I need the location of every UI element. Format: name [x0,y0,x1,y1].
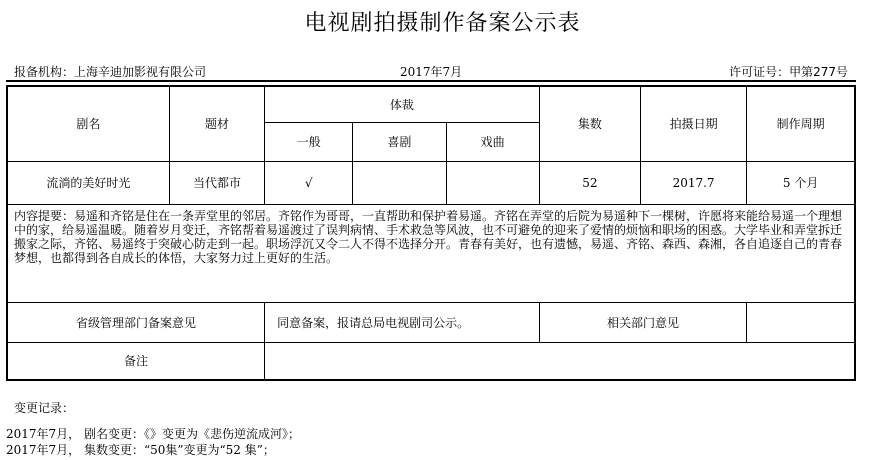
cell-episodes: 52 [539,161,640,204]
remarks-label: 备注 [7,342,265,380]
header-drama-name: 剧名 [7,86,169,161]
related-dept-label: 相关部门意见 [539,302,746,342]
change-log-label: 变更记录： [14,401,75,415]
header-genre-opera: 戏曲 [446,122,539,161]
license-number: 许可证号：甲第277号 [729,65,848,79]
header-genre-comedy: 喜剧 [353,122,446,161]
header-subject: 题材 [169,86,264,161]
content-summary: 内容提要：易遥和齐铭是住在一条弄堂里的邻居。齐铭作为哥哥，一直帮助和保护着易遥。齐铭在弄堂的后院为易遥种下一棵树，许愿将来能给易遥一个理想中的家，给易遥温暖。随着岁月变迁，齐铭帮着易遥渡过了误判病情、手术救急等风波，也不可避免的迎来了爱情的烦恼和职场的困惑。大学毕业和弄堂拆迁搬家之际，齐铭、易遥终于突破心防走到一起。职场浮沉又令二人不得不选择分开。青春有美好，也有遗憾，易遥、齐铭、森西、森湘，各自追逐自己的青春梦想，也都得到各自成长的体悟，大家努力过上更好的生活。 [7,204,855,302]
cell-shoot-date: 2017.7 [640,161,746,204]
table-row [7,161,855,204]
cell-subject: 当代都市 [169,161,264,204]
filing-agency: 报备机构：上海辛迪加影视有限公司 [14,65,207,79]
filing-table [6,85,856,381]
cell-genre-comedy [353,161,446,204]
cell-genre-opera [446,161,539,204]
cell-drama-name: 流淌的美好时光 [7,161,169,204]
page-title: 电视剧拍摄制作备案公示表 [304,11,581,36]
cell-genre-general: √ [265,161,353,204]
provincial-opinion-label: 省级管理部门备案意见 [7,302,265,342]
header-divider [6,80,856,82]
header-shoot-date: 拍摄日期 [640,86,746,161]
header-production-period: 制作周期 [747,86,855,161]
change-log-item: 2017年7月， 集数变更：“50集”变更为“52 集”； [6,443,275,457]
cell-production-period: 5 个月 [747,161,855,204]
provincial-opinion-value: 同意备案，报请总局电视剧司公示。 [265,302,540,342]
change-log-item: 2017年7月， 剧名变更：《》变更为《悲伤逆流成河》； [6,427,300,441]
related-dept-value [747,302,855,342]
header-genre-general: 一般 [265,122,353,161]
header-episodes: 集数 [539,86,640,161]
header-genre: 体裁 [265,86,540,122]
filing-date: 2017年7月 [400,65,463,79]
remarks-value [265,342,855,380]
